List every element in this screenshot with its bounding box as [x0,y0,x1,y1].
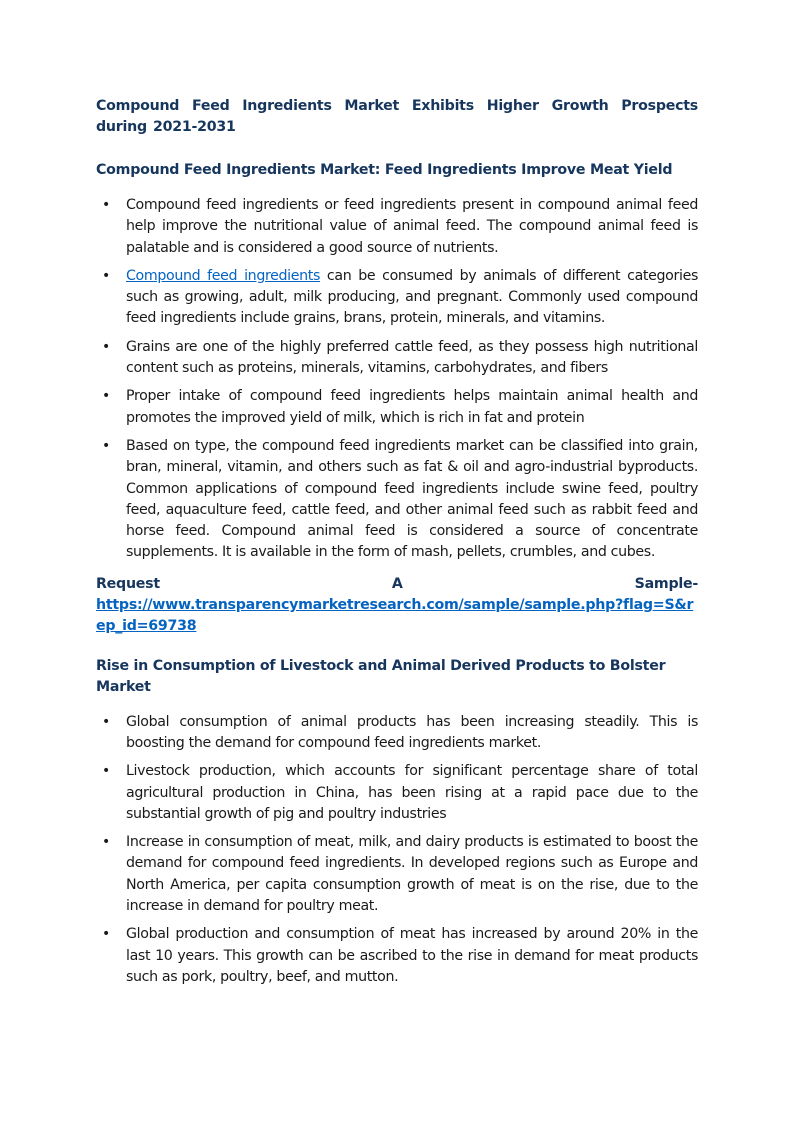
document-page [96,96,698,995]
bullet-icon: • [102,197,110,213]
bullet-icon: • [102,338,110,355]
list-item: • Global production and consumption of meat has increased by around 20% in the last 10 years. This growth can be ascribed to the rise in demand for meat products such as pork, poultry, beef, and mutton. [102,926,698,985]
list-item: • Increase in consumption of meat, milk, and dairy products is estimated to boost the demand for compound feed ingredients. In developed regions such as Europe and North America, per capita consumption growth of meat is on the rise, due to the increase in demand for poultry meat. [102,834,698,915]
request-sample-label: Request A Sample- [96,575,698,592]
list-item: • Proper intake of compound feed ingredients helps maintain animal health and promotes the improved yield of milk, which is rich in fat and protein [102,388,698,426]
bullet-icon: • [102,926,110,943]
section-heading-consumption: Rise in Consumption of Livestock and Animal Derived Products to Bolster Market [96,657,666,695]
bullet-icon: • [102,713,110,730]
consumption-list [96,712,698,989]
list-item: • Compound feed ingredients or feed ingredients present in compound animal feed help improve the nutritional value of animal feed. The compound animal feed is palatable and is considered a good source of nutrients. [102,197,698,256]
bullet-icon: • [102,267,110,284]
request-sample-link[interactable]: https://www.transparencymarketresearch.com/sample/sample.php?flag=S&rep_id=69738 [96,597,694,635]
feed-ingredients-list [96,195,698,564]
list-item: • Livestock production, which accounts for significant percentage share of total agricultural production in China, has been rising at a rapid pace due to the substantial growth of pig and poultry industries [102,763,698,822]
list-item: • Compound feed ingredients can be consumed by animals of different categories such as growing, adult, milk producing, and pregnant. Commonly used compound feed ingredients include grains, brans, protein, minerals, and vitamins. [102,267,698,327]
document-title: Compound Feed Ingredients Market Exhibits Higher Growth Prospects during 2021-2031 [96,98,698,135]
bullet-icon: • [102,437,110,454]
compound-feed-ingredients-link[interactable]: Compound feed ingredients [126,267,321,284]
bullet-icon: • [102,388,110,405]
section-heading-feed-ingredients: Compound Feed Ingredients Market: Feed Ingredients Improve Meat Yield [96,162,673,178]
request-sample [96,574,698,638]
bullet-icon: • [102,763,110,780]
list-item: • Global consumption of animal products has been increasing steadily. This is boosting the demand for compound feed ingredients market. [102,713,698,751]
bullet-icon: • [102,834,110,851]
list-item: • Grains are one of the highly preferred cattle feed, as they possess high nutritional content such as proteins, minerals, vitamins, carbohydrates, and fibers [102,338,698,377]
list-item: • Based on type, the compound feed ingredients market can be classified into grain, bran, mineral, vitamin, and others such as fat & oil and agro-industrial byproducts. Common applications of compound feed ingredients include swine feed, poultry feed, aquaculture feed, cattle feed, and other animal feed such as rabbit feed and horse feed. Compound animal feed is considered a source of concentrate supplements. It is available in the form of mash, pellets, crumbles, and cubes. [102,437,698,561]
